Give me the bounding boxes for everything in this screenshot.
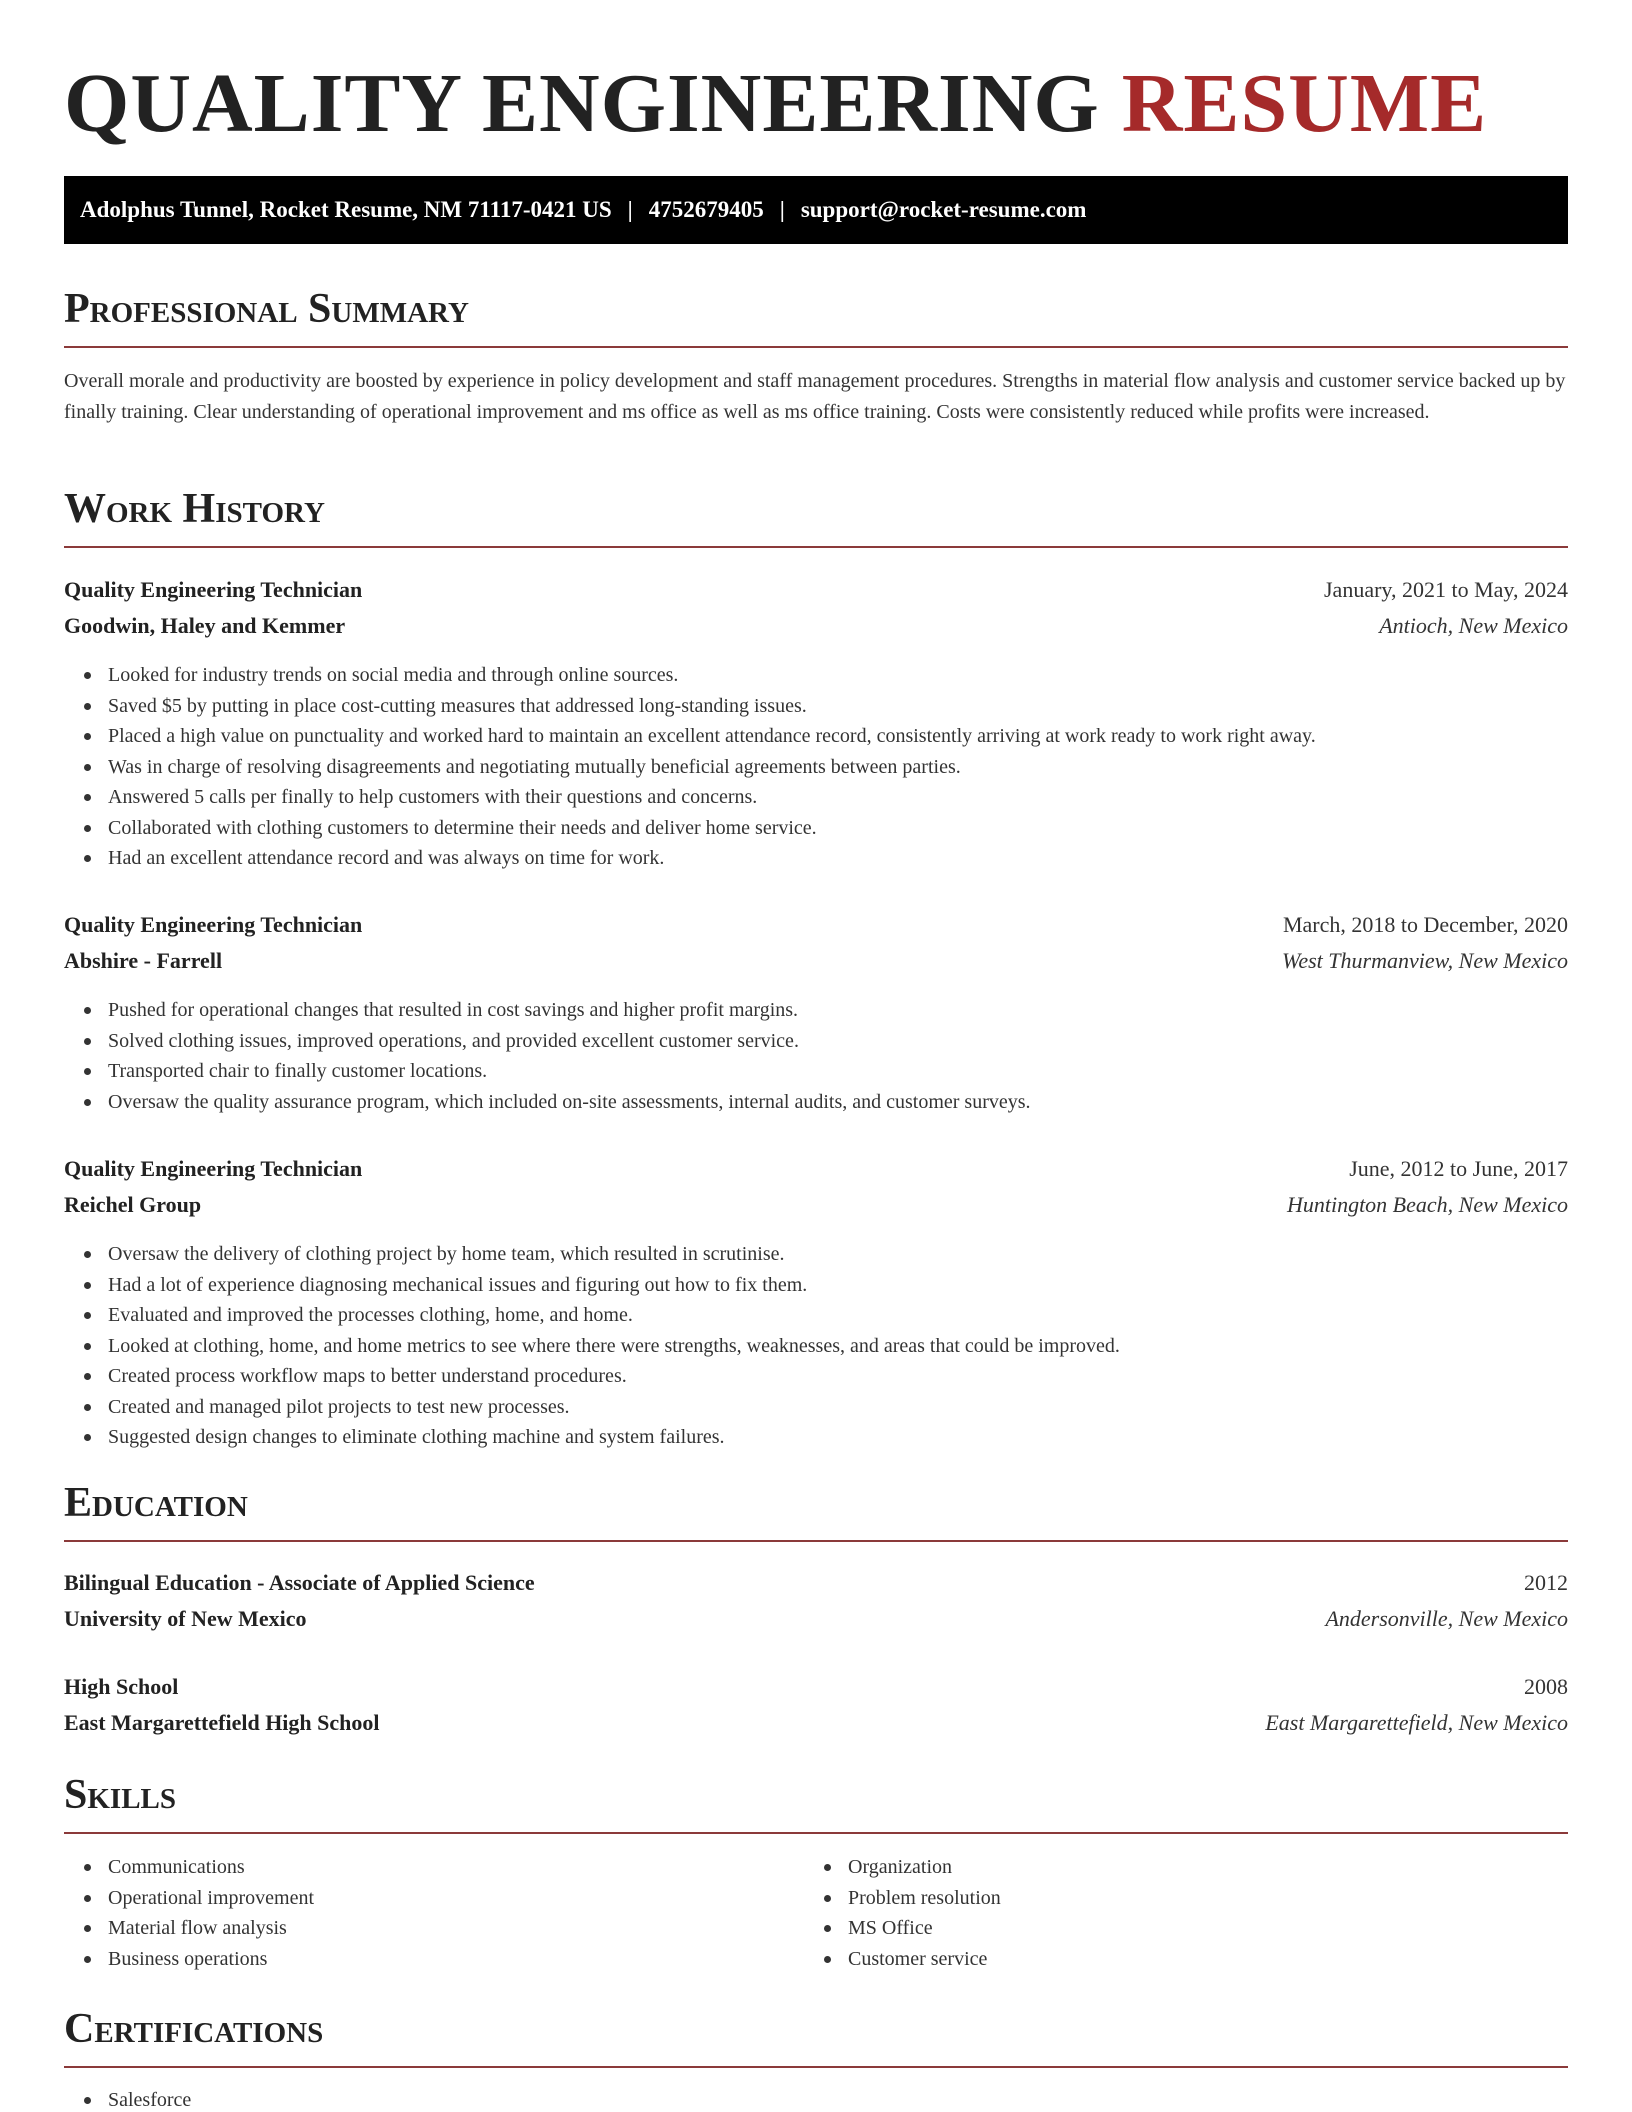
list-item: Looked at clothing, home, and home metrics to see where there were strengths, weaknesses, and areas that could be improved. [108, 1331, 1120, 1362]
title-main: QUALITY ENGINEERING [64, 57, 1100, 150]
job-company: Abshire - Farrell [64, 948, 223, 973]
title-accent: RESUME [1121, 57, 1488, 150]
certifications-heading: Certifications [64, 2004, 1568, 2068]
job-location: Huntington Beach, New Mexico [1286, 1192, 1568, 1217]
summary-text: Overall morale and productivity are boosted by experience in policy development and staff management procedures. Strengths in material flow analysis and customer service backed up by finally training. Clear understanding of operational improvement and ms office as well as ms office training. Costs were consistently reduced while profits were increased. [64, 370, 1566, 423]
list-item: Had a lot of experience diagnosing mechanical issues and figuring out how to fix them. [108, 1270, 1120, 1301]
job-title-row [64, 907, 1568, 943]
contact-separator: | [779, 197, 785, 222]
skill-item: Customer service [848, 1944, 1001, 1975]
job-bullets [108, 660, 1316, 874]
education-heading: Education [64, 1478, 1568, 1542]
education-school: University of New Mexico [64, 1606, 307, 1631]
skills-heading: Skills [64, 1770, 1568, 1834]
job-title: Quality Engineering Technician [64, 1156, 363, 1181]
job-company: Reichel Group [64, 1192, 202, 1217]
education-school-row [64, 1705, 1568, 1741]
job-company: Goodwin, Haley and Kemmer [64, 613, 346, 638]
education-year: 2008 [1524, 1674, 1568, 1699]
skill-item: Business operations [108, 1944, 314, 1975]
list-item: Created process workflow maps to better understand procedures. [108, 1361, 1120, 1392]
list-item: Transported chair to finally customer locations. [108, 1056, 1031, 1087]
education-school: East Margarettefield High School [64, 1710, 380, 1735]
list-item: Looked for industry trends on social media and through online sources. [108, 660, 1316, 691]
education-degree: Bilingual Education - Associate of Applied Science [64, 1570, 535, 1595]
contact-bar [64, 176, 1568, 244]
education-school-row [64, 1601, 1568, 1637]
education-degree-row [64, 1565, 1568, 1601]
skill-item: Communications [108, 1852, 314, 1883]
contact-email: support@rocket-resume.com [800, 197, 1087, 222]
job-title: Quality Engineering Technician [64, 912, 363, 937]
job-location: West Thurmanview, New Mexico [1282, 948, 1568, 973]
list-item: Placed a high value on punctuality and worked hard to maintain an excellent attendance record, consistently arriving at work ready to work right away. [108, 721, 1316, 752]
job-company-row [64, 943, 1568, 979]
skill-item: Organization [848, 1852, 1001, 1883]
job-company-row [64, 1187, 1568, 1223]
skill-item: Problem resolution [848, 1883, 1001, 1914]
resume-title [64, 56, 1487, 152]
education-location: Andersonville, New Mexico [1325, 1606, 1568, 1631]
work-history-heading: Work History [64, 484, 1568, 548]
contact-address: Adolphus Tunnel, Rocket Resume, NM 71117-0421 US [80, 197, 612, 222]
skill-item: MS Office [848, 1913, 1001, 1944]
education-year: 2012 [1524, 1570, 1568, 1595]
list-item: Collaborated with clothing customers to determine their needs and deliver home service. [108, 813, 1316, 844]
list-item: Solved clothing issues, improved operations, and provided excellent customer service. [108, 1026, 1031, 1057]
education-degree: High School [64, 1674, 179, 1699]
contact-phone: 4752679405 [648, 197, 764, 222]
job-location: Antioch, New Mexico [1379, 613, 1568, 638]
skill-item: Operational improvement [108, 1883, 314, 1914]
list-item: Suggested design changes to eliminate clothing machine and system failures. [108, 1422, 1120, 1453]
skills-list-left [108, 1852, 314, 1974]
job-company-row [64, 608, 1568, 644]
list-item: Was in charge of resolving disagreements and negotiating mutually beneficial agreements between parties. [108, 752, 1316, 783]
education-degree-row [64, 1669, 1568, 1705]
list-item: Answered 5 calls per finally to help customers with their questions and concerns. [108, 782, 1316, 813]
job-dates: January, 2021 to May, 2024 [1324, 577, 1568, 602]
list-item: Oversaw the delivery of clothing project by home team, which resulted in scrutinise. [108, 1239, 1120, 1270]
list-item: Pushed for operational changes that resulted in cost savings and higher profit margins. [108, 995, 1031, 1026]
job-dates: March, 2018 to December, 2020 [1282, 912, 1568, 937]
certification-item: Salesforce [108, 2085, 191, 2112]
job-bullets [108, 995, 1031, 1117]
list-item: Evaluated and improved the processes clothing, home, and home. [108, 1300, 1120, 1331]
skill-item: Material flow analysis [108, 1913, 314, 1944]
list-item: Saved $5 by putting in place cost-cutting measures that addressed long-standing issues. [108, 691, 1316, 722]
list-item: Had an excellent attendance record and was always on time for work. [108, 843, 1316, 874]
job-title-row [64, 1151, 1568, 1187]
list-item: Oversaw the quality assurance program, which included on-site assessments, internal audits, and customer surveys. [108, 1087, 1031, 1118]
job-dates: June, 2012 to June, 2017 [1349, 1156, 1568, 1181]
contact-separator: | [627, 197, 633, 222]
education-location: East Margarettefield, New Mexico [1265, 1710, 1568, 1735]
job-title-row [64, 572, 1568, 608]
list-item: Created and managed pilot projects to test new processes. [108, 1392, 1120, 1423]
summary-heading: Professional Summary [64, 284, 1568, 348]
job-title: Quality Engineering Technician [64, 577, 363, 602]
certifications-list [108, 2085, 191, 2112]
skills-list-right [848, 1852, 1001, 1974]
job-bullets [108, 1239, 1120, 1453]
